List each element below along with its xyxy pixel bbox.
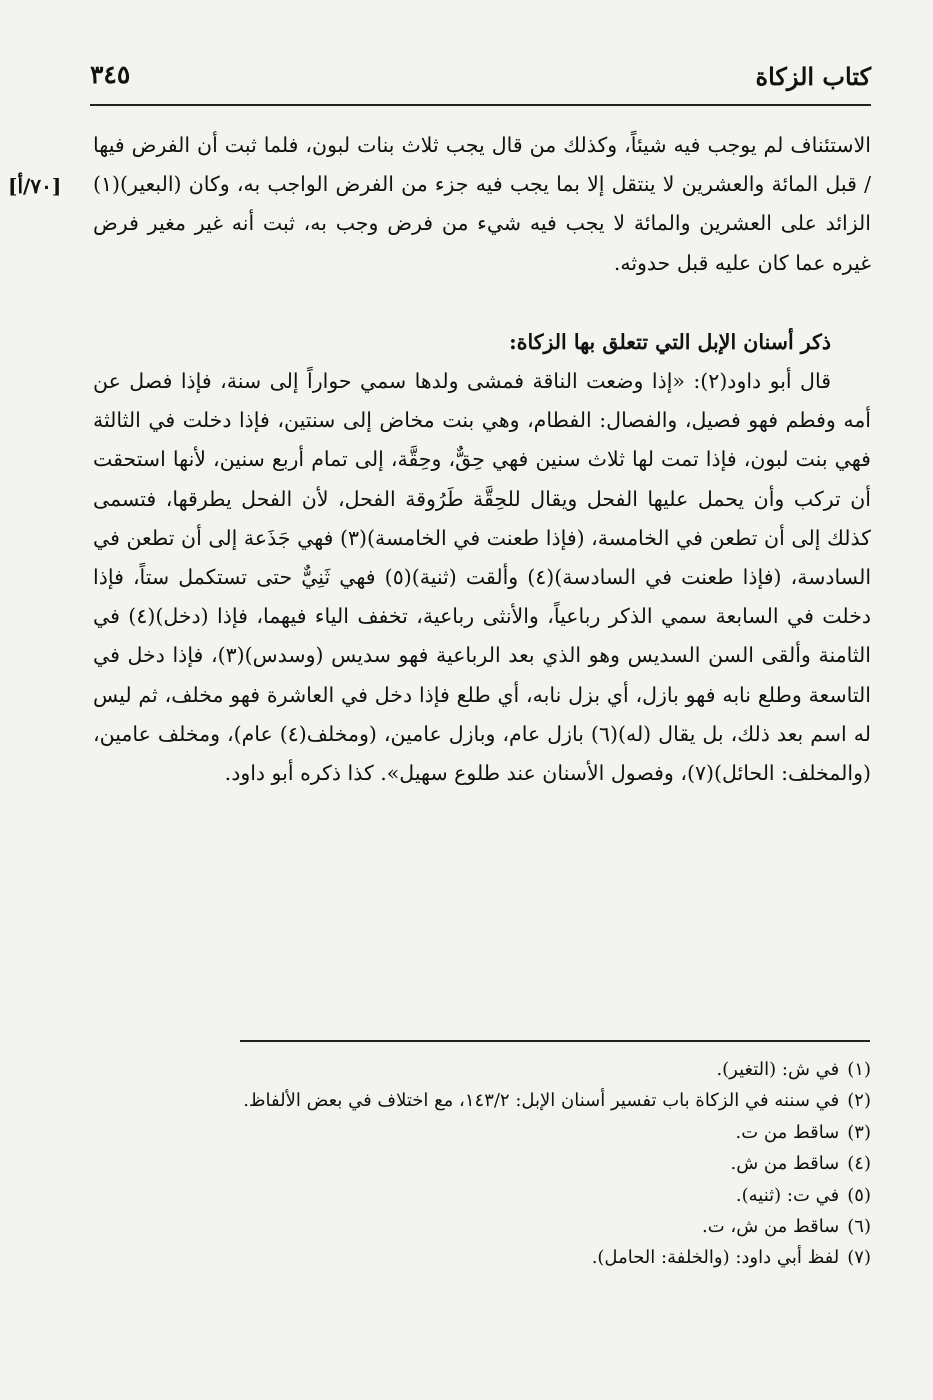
footnote-item xyxy=(131,1148,871,1179)
footnote-number: (٥) xyxy=(847,1184,871,1206)
footnote-number: (٤) xyxy=(847,1153,871,1175)
footnote-divider xyxy=(240,1040,870,1042)
paragraph-1: الاستئناف لم يوجب فيه شيئاً، وكذلك من قال يجب ثلاث بنات لبون، فلما ثبت أن الفرض فيها / قبل المائة والعشرين لا ينتقل إلا بما يجب فيه جزء من الفرض الواجب به، وكان (البعير)(١) الزائد على العشرين والمائة لا يجب فيه شيء من فرض وجب به، ثبت أنه غير مغير فرض غيره عما كان عليه قبل حدوثه. xyxy=(93,133,871,275)
footnote-number: (٢) xyxy=(847,1090,871,1112)
running-title: كتاب الزكاة xyxy=(755,62,871,91)
footnote-number: (٣) xyxy=(847,1121,871,1143)
footnotes xyxy=(131,1054,871,1274)
footnote-item xyxy=(131,1180,871,1211)
page-header xyxy=(90,58,871,102)
main-text xyxy=(93,126,871,793)
header-divider xyxy=(90,104,871,106)
footnote-text: ساقط من ش. xyxy=(730,1153,840,1175)
marginal-folio-note: [٧٠/أ] xyxy=(8,174,62,198)
footnote-text: في سننه في الزكاة باب تفسير أسنان الإبل: ١٤٣/٢، مع اختلاف في بعض الألفاظ. xyxy=(243,1090,840,1112)
footnote-number: (٧) xyxy=(847,1247,871,1269)
paragraph-2: قال أبو داود(٢): «إذا وضعت الناقة فمشى ولدها سمي حواراً إلى سنة، فإذا فصل عن أمه وفطم فهو فصيل، والفصال: الفطام، وهي بنت مخاض إلى سنتين، فإذا دخلت في الثالثة فهي بنت لبون، فإذا تمت لها ثلاث سنين فهي حِقٌّ، وحِقَّة، إلى تمام أربع سنين، لأنها استحقت أن تركب وأن يحمل عليها الفحل ويقال للحِقَّة طَرُوقة الفحل، لأن الفحل يطرقها، فتسمى كذلك إلى أن تطعن في الخامسة، (فإذا طعنت في الخامسة)(٣) فهي جَذَعة إلى أن تطعن في السادسة، (فإذا طعنت في السادسة)(٤) وألقت (ثنية)(٥) فهي ثَنِيٌّ حتى تستكمل ستاً، فإذا دخلت في السابعة سمي الذكر رباعياً، والأنثى رباعية، تخفف الياء فيهما، فإذا (دخل)(٤) في الثامنة وألقى السن السديس وهو الذي بعد الرباعية فهو سديس (وسدس)(٣)، فإذا دخل في التاسعة وطلع نابه فهو بازل، أي بزل نابه، أي طلع فإذا دخل في العاشرة فهو مخلف، ثم ليس له اسم بعد ذلك، بل يقال (له)(٦) بازل عام، وبازل عامين، (ومخلف(٤) عام)، ومخلف عامين، (والمخلف: الحائل)(٧)، وفصول الأسنان عند طلوع سهيل». كذا ذكره أبو داود. xyxy=(93,369,872,786)
footnote-item xyxy=(131,1117,871,1148)
footnote-text: ساقط من ش، ت. xyxy=(702,1216,840,1238)
page-number: ٣٤٥ xyxy=(90,60,131,89)
footnote-number: (١) xyxy=(847,1059,871,1080)
footnote-text: في ت: (ثنيه). xyxy=(735,1184,840,1206)
footnote-text: في ش: (التغير). xyxy=(716,1059,840,1080)
section-heading: ذكر أسنان الإبل التي تتعلق بها الزكاة: xyxy=(509,329,831,354)
footnote-item xyxy=(131,1211,871,1242)
footnote-number: (٦) xyxy=(847,1216,871,1238)
footnote-text: ساقط من ت. xyxy=(735,1121,840,1143)
footnote-text: لفظ أبي داود: (والخلفة: الحامل). xyxy=(591,1247,840,1269)
footnote-item xyxy=(131,1085,871,1116)
footnote-item xyxy=(131,1054,871,1085)
footnote-item xyxy=(131,1242,871,1273)
